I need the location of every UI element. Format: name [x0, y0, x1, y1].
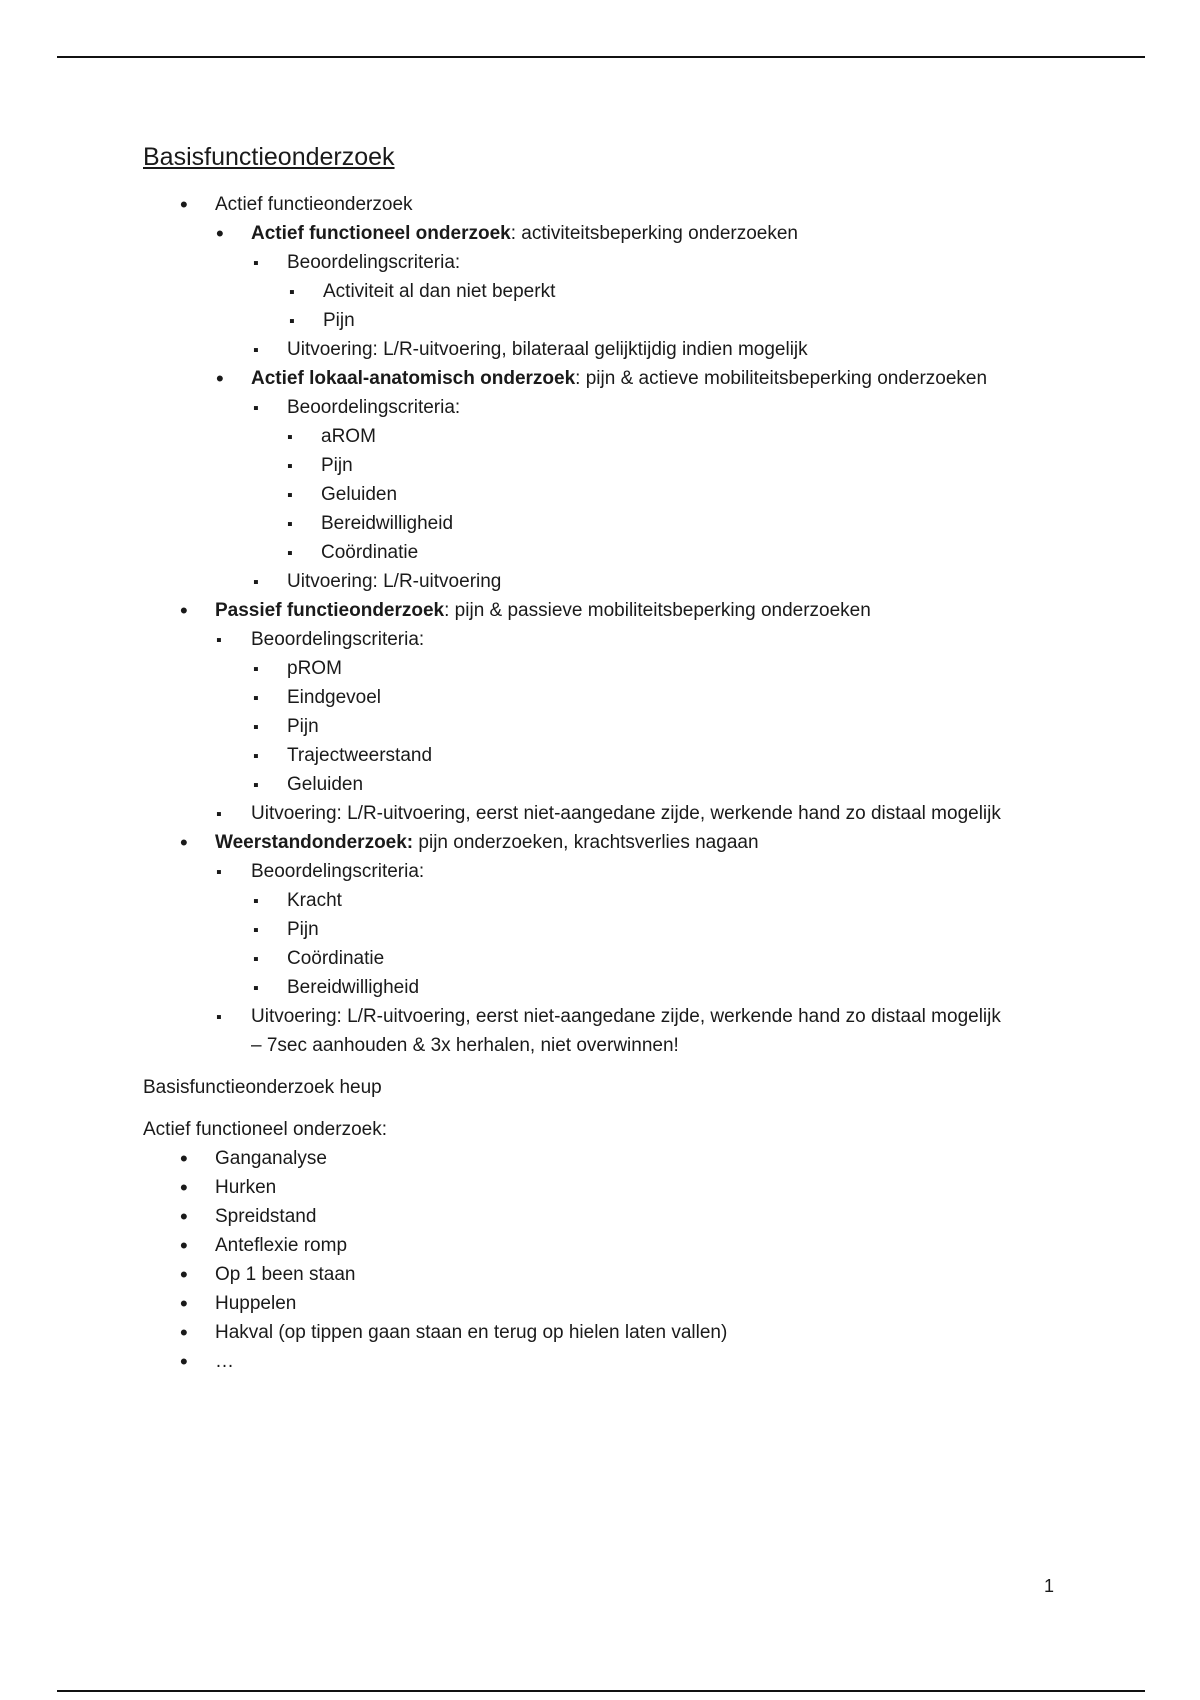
list-item: ▪ Eindgevoel: [143, 683, 1103, 712]
bullet-icon: [180, 1289, 188, 1320]
square-bullet-icon: [253, 712, 259, 742]
list-item: ▪ Coördinatie: [143, 538, 1103, 567]
square-bullet-icon: [216, 625, 222, 655]
list-item: ▪ Uitvoering: L/R-uitvoering, eerst niet-aangedane zijde, werkende hand zo distaal mogelijk: [143, 1002, 1103, 1031]
square-bullet-icon: [253, 770, 259, 800]
bullet-icon: [180, 596, 188, 627]
section-heading: Basisfunctieonderzoek heup: [143, 1077, 382, 1098]
list-item: • Actief functieonderzoek: [143, 190, 1103, 219]
list-item: • Weerstandonderzoek: pijn onderzoeken, krachtsverlies nagaan: [143, 828, 1103, 857]
bullet-icon: [180, 1318, 188, 1349]
square-bullet-icon: [216, 799, 222, 829]
list-item: • Passief functieonderzoek: pijn & passieve mobiliteitsbeperking onderzoeken: [143, 596, 1103, 625]
bullet-icon: [180, 1202, 188, 1233]
list-item: ▪ Pijn: [143, 306, 1103, 335]
square-bullet-icon: [289, 277, 295, 307]
list-item: ▪ Uitvoering: L/R-uitvoering: [143, 567, 1103, 596]
page-number: 1: [1044, 1576, 1055, 1596]
bullet-icon: [180, 1231, 188, 1262]
footer-rule: [57, 1690, 1145, 1692]
list-item: ▪ Bereidwilligheid: [143, 509, 1103, 538]
list-item: ▪ Activiteit al dan niet beperkt: [143, 277, 1103, 306]
list-item: ▪ Kracht: [143, 886, 1103, 915]
square-bullet-icon: [253, 393, 259, 423]
section-subheading: Actief functioneel onderzoek:: [143, 1119, 387, 1140]
list-item: ▪ Trajectweerstand: [143, 741, 1103, 770]
square-bullet-icon: [253, 886, 259, 916]
list-item: ▪ Beoordelingscriteria:: [143, 393, 1103, 422]
bullet-icon: [180, 1260, 188, 1291]
list-item: ▪ Pijn: [143, 451, 1103, 480]
list-item: • Hurken: [143, 1173, 1103, 1202]
square-bullet-icon: [216, 1002, 222, 1032]
square-bullet-icon: [253, 567, 259, 597]
square-bullet-icon: [287, 480, 293, 510]
list-item: • Op 1 been staan: [143, 1260, 1103, 1289]
list-item: ▪ Geluiden: [143, 770, 1103, 799]
page-title: Basisfunctieonderzoek: [143, 143, 395, 171]
square-bullet-icon: [253, 335, 259, 365]
list-item: • Hakval (op tippen gaan staan en terug op hielen laten vallen): [143, 1318, 1103, 1347]
list-item: ▪ Uitvoering: L/R-uitvoering, bilateraal gelijktijdig indien mogelijk: [143, 335, 1103, 364]
list-item: • …: [143, 1347, 1103, 1376]
list-item: • Actief functioneel onderzoek: activiteitsbeperking onderzoeken: [143, 219, 1103, 248]
square-bullet-icon: [287, 509, 293, 539]
square-bullet-icon: [253, 248, 259, 278]
list-item: ▪ Bereidwilligheid: [143, 973, 1103, 1002]
list-item-continuation: – 7sec aanhouden & 3x herhalen, niet overwinnen!: [251, 1035, 679, 1056]
list-item: • Anteflexie romp: [143, 1231, 1103, 1260]
bullet-icon: [216, 219, 224, 250]
bullet-icon: [216, 364, 224, 395]
list-item: ▪ Pijn: [143, 915, 1103, 944]
square-bullet-icon: [253, 741, 259, 771]
bullet-icon: [180, 1347, 188, 1378]
document-body: [143, 143, 1103, 1376]
list-item: • Huppelen: [143, 1289, 1103, 1318]
list-item: ▪ Beoordelingscriteria:: [143, 857, 1103, 886]
square-bullet-icon: [253, 654, 259, 684]
square-bullet-icon: [287, 538, 293, 568]
list-item: • Spreidstand: [143, 1202, 1103, 1231]
square-bullet-icon: [289, 306, 295, 336]
list-item: ▪ Pijn: [143, 712, 1103, 741]
list-item: ▪ aROM: [143, 422, 1103, 451]
square-bullet-icon: [287, 422, 293, 452]
list-item: ▪ Beoordelingscriteria:: [143, 625, 1103, 654]
square-bullet-icon: [253, 683, 259, 713]
square-bullet-icon: [253, 973, 259, 1003]
square-bullet-icon: [253, 944, 259, 974]
header-rule: [57, 56, 1145, 58]
square-bullet-icon: [253, 915, 259, 945]
list-item: ▪ Coördinatie: [143, 944, 1103, 973]
square-bullet-icon: [216, 857, 222, 887]
bullet-icon: [180, 190, 188, 221]
list-item: ▪ Beoordelingscriteria:: [143, 248, 1103, 277]
list-item: • Ganganalyse: [143, 1144, 1103, 1173]
list-item: • Actief lokaal-anatomisch onderzoek: pijn & actieve mobiliteitsbeperking onderzoeken: [143, 364, 1103, 393]
list-item: ▪ pROM: [143, 654, 1103, 683]
list-item: ▪ Geluiden: [143, 480, 1103, 509]
bullet-icon: [180, 828, 188, 859]
list-item: ▪ Uitvoering: L/R-uitvoering, eerst niet-aangedane zijde, werkende hand zo distaal mogelijk: [143, 799, 1103, 828]
bullet-icon: [180, 1144, 188, 1175]
bullet-icon: [180, 1173, 188, 1204]
square-bullet-icon: [287, 451, 293, 481]
